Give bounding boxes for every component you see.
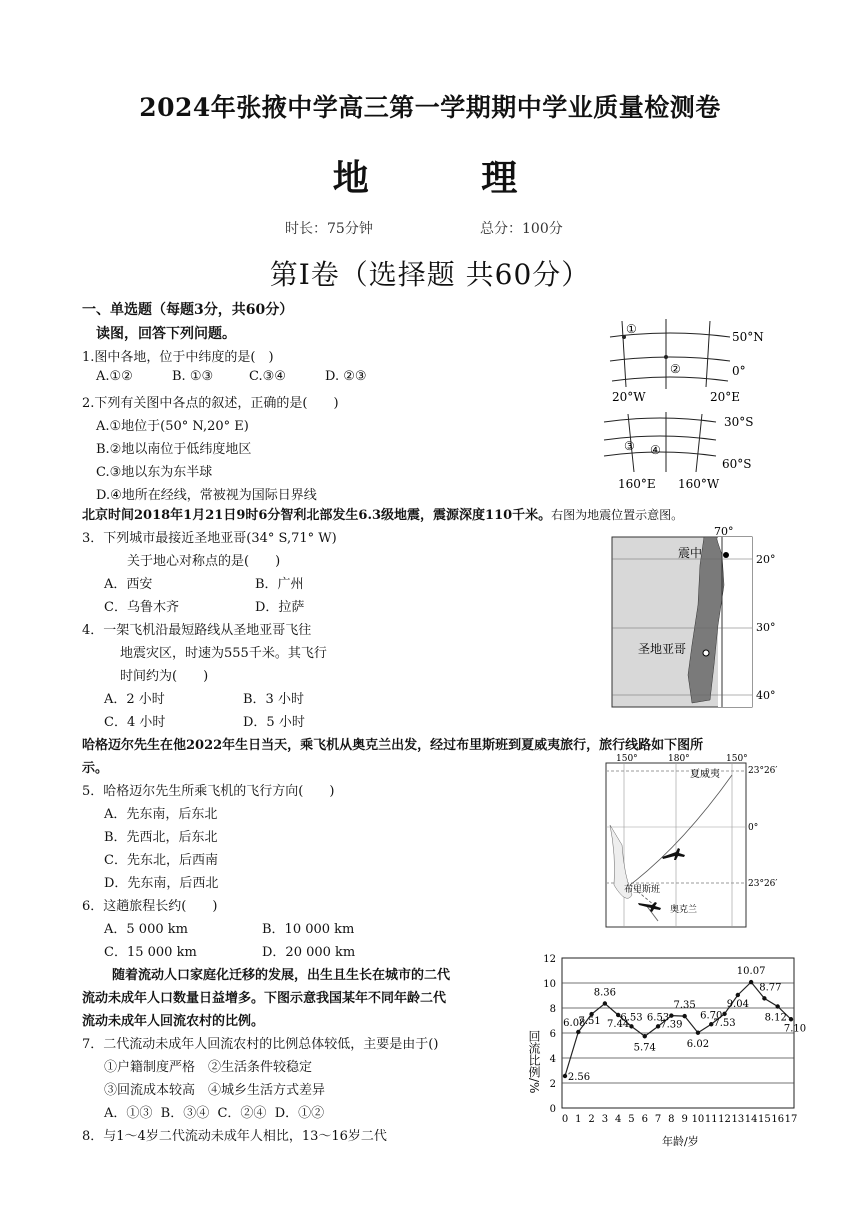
chart-data-label: 6.02	[686, 1038, 710, 1050]
question-3-line1: 3．下列城市最接近圣地亚哥(34° S,71° W)	[82, 531, 337, 546]
question-4-line3: 时间约为( )	[120, 669, 209, 684]
q7-option-b: B．③④	[160, 1106, 210, 1121]
chart-y-tick-label: 2	[549, 1079, 556, 1090]
duration-text: 时长：75分钟	[285, 221, 373, 237]
subject-title: 地 理	[332, 157, 568, 199]
chart-x-tick-label: 9	[681, 1114, 688, 1125]
chart-x-tick-label: 13	[731, 1114, 745, 1125]
q4-option-a: A．2 小时	[104, 692, 165, 707]
q3-option-d: D．拉萨	[255, 600, 305, 615]
chart-data-label: 7.51	[578, 1016, 601, 1028]
equator-label: 0°	[748, 823, 759, 833]
question-6: 6．这趟旅程长约( )	[82, 899, 218, 914]
q7-option-c: C．②④	[217, 1106, 267, 1121]
chart-x-tick-label: 3	[601, 1114, 609, 1125]
lat-30s-label: 30°S	[724, 415, 754, 429]
epicenter-label: 震中	[678, 546, 703, 560]
chart-y-tick-label: 8	[549, 1004, 556, 1015]
chart-data-point	[669, 1013, 673, 1017]
lon-20w-label: 20°W	[612, 390, 646, 404]
lon-150e-label: 150°	[616, 754, 638, 764]
question-4-line2: 地震灾区，时速为555千米。其飞行	[120, 646, 327, 661]
chart-x-tick-label: 6	[641, 1114, 648, 1125]
chart-data-label: 6.70	[700, 1010, 723, 1022]
chart-data-point	[629, 1024, 633, 1028]
question-2: 2.下列有关图中各点的叙述，正确的是( )	[82, 396, 339, 411]
migration-passage-line2: 流动未成年人口数量日益增多。下图示意我国某年不同年龄二代	[82, 991, 447, 1006]
lat-0-label: 0°	[732, 364, 746, 378]
q5-option-c: C．先东北，后西南	[104, 853, 218, 868]
score-text: 总分：100分	[480, 221, 563, 237]
q1-option-a: A.①②	[96, 369, 133, 384]
chart-data-label: 8.12	[764, 1012, 787, 1024]
intro-text: 读图，回答下列问题。	[96, 326, 236, 342]
point-1-label: ①	[626, 322, 637, 336]
flight-route-map	[602, 755, 782, 930]
q6-option-b: B．10 000 km	[262, 922, 355, 937]
chart-x-tick-label: 17	[784, 1114, 798, 1125]
q6-option-d: D．20 000 km	[262, 945, 356, 960]
chart-data-label: 2.56	[567, 1072, 591, 1083]
quake-passage-bold: 北京时间2018年1月21日9时6分智利北部发生6.3级地震，震源深度110千米。	[82, 508, 552, 523]
q7-statements-2: ③回流成本较高 ④城乡生活方式差异	[104, 1083, 326, 1098]
chart-data-point	[576, 1030, 580, 1034]
hawaii-label: 夏威夷	[690, 769, 720, 780]
chart-x-tick-label: 15	[758, 1114, 771, 1125]
chart-x-tick-label: 12	[718, 1114, 731, 1125]
q5-option-d: D．先东南，后西北	[104, 876, 219, 891]
q5-option-b: B．先西北，后东北	[104, 830, 218, 845]
q7-option-a: A．①③	[104, 1106, 153, 1121]
trip-passage-line1: 哈格迈尔先生在他2022年生日当天，乘飞机从奥克兰出发，经过布里斯班到夏威夷旅行，旅行线路如下图所	[82, 738, 704, 753]
quake-passage-note: 右图为地震位置示意图。	[551, 508, 684, 522]
point-3-label: ③	[624, 439, 635, 453]
chart-data-point	[682, 1014, 686, 1018]
question-3-line2: 关于地心对称点的是( )	[127, 554, 281, 569]
brisbane-label: 布里斯班	[624, 885, 661, 895]
q3-option-a: A．西安	[104, 577, 153, 592]
chart-data-label: 6.08	[563, 1018, 586, 1029]
lon-160e-label: 160°E	[618, 477, 656, 491]
q6-option-c: C．15 000 km	[104, 945, 197, 960]
chart-x-tick-label: 2	[588, 1114, 595, 1125]
quake-passage	[82, 504, 683, 523]
q3-option-c: C．乌鲁木齐	[104, 600, 179, 615]
chart-x-tick-label: 8	[668, 1114, 675, 1125]
chart-data-point	[563, 1074, 567, 1078]
q6-option-a: A．5 000 km	[104, 922, 188, 937]
q7-statements-1: ①户籍制度严格 ②生活条件较稳定	[104, 1060, 313, 1075]
q2-option-a: A.①地位于(50° N,20° E)	[96, 419, 249, 434]
chart-y-tick-label: 10	[543, 979, 556, 990]
return-rate-line-chart	[522, 950, 807, 1150]
lon-160w-label: 160°W	[678, 477, 720, 491]
question-7: 7．二代流动未成年人回流农村的比例总体较低，主要是由于()	[82, 1037, 439, 1052]
chart-x-tick-label: 10	[691, 1114, 705, 1125]
santiago-label: 圣地亚哥	[638, 642, 687, 656]
migration-passage-line3: 流动未成年人回流农村的比例。	[82, 1014, 265, 1029]
q7-options	[104, 1102, 324, 1121]
trip-passage-line2: 示。	[82, 761, 109, 776]
chart-y-axis-label: 回流比例/%	[527, 1030, 541, 1094]
lon-180-label: 180°	[668, 754, 690, 764]
question-1: 1.图中各地，位于中纬度的是( )	[82, 350, 274, 365]
chile-earthquake-map	[612, 525, 780, 710]
chart-data-point	[789, 1017, 793, 1021]
q1-option-c: C.③④	[249, 369, 286, 384]
chart-data-point	[736, 993, 740, 997]
lat-40-label: 40°	[756, 689, 776, 702]
chart-data-point	[603, 1001, 607, 1005]
question-8: 8．与1～4岁二代流动未成年人相比，13～16岁二代	[82, 1129, 387, 1144]
q2-option-d: D.④地所在经线，常被视为国际日界线	[96, 488, 317, 503]
migration-passage-line1: 随着流动人口家庭化迁移的发展，出生且生长在城市的二代	[112, 968, 451, 983]
q1-option-b: B. ①③	[172, 369, 214, 384]
chart-y-tick-label: 12	[543, 954, 556, 965]
q5-option-a: A．先东南，后东北	[104, 807, 218, 822]
chart-data-label: 8.77	[759, 982, 782, 994]
point-4-label: ④	[650, 443, 661, 457]
chart-x-axis-label: 年龄/岁	[662, 1135, 699, 1148]
chart-data-point	[762, 996, 766, 1000]
chart-x-tick-label: 5	[628, 1114, 635, 1125]
question-4-line1: 4．一架飞机沿最短路线从圣地亚哥飞往	[82, 623, 312, 638]
chart-data-point	[749, 980, 753, 984]
auckland-label: 奥克兰	[670, 905, 698, 915]
lat-30-label: 30°	[756, 621, 776, 634]
point-2-label: ②	[670, 362, 681, 376]
chart-data-label: 6.53	[646, 1012, 670, 1024]
lat-60s-label: 60°S	[722, 457, 752, 471]
volume-title: 第Ⅰ卷（选择题 共60分）	[269, 258, 591, 291]
latlon-grid-map-1	[600, 315, 770, 405]
chart-data-label: 10.07	[736, 966, 766, 978]
lon-20e-label: 20°E	[710, 390, 741, 404]
chart-data-label: 7.35	[673, 1000, 696, 1012]
question-5: 5．哈格迈尔先生所乘飞机的飞行方向( )	[82, 784, 335, 799]
chart-data-label: 7.10	[783, 1023, 807, 1035]
q3-option-b: B．广州	[255, 577, 304, 592]
lon-70-label: 70°	[714, 525, 734, 538]
chart-y-tick-label: 4	[549, 1054, 556, 1065]
q4-option-b: B．3 小时	[243, 692, 304, 707]
chart-y-tick-label: 6	[549, 1029, 556, 1040]
chart-data-label: 5.74	[633, 1042, 656, 1054]
latlon-grid-map-2	[598, 410, 773, 495]
chart-data-point	[722, 1012, 726, 1016]
chart-y-tick-label: 0	[549, 1104, 556, 1115]
exam-title: 2024年张掖中学高三第一学期期中学业质量检测卷	[139, 93, 721, 122]
chart-x-tick-label: 11	[704, 1114, 718, 1125]
section-heading: 一、单选题（每题3分，共60分）	[82, 302, 294, 318]
chart-data-label: 9.04	[726, 999, 749, 1010]
chart-x-tick-label: 7	[654, 1114, 662, 1125]
chart-x-tick-label: 14	[744, 1114, 758, 1125]
q1-option-d: D. ②③	[325, 369, 367, 384]
q2-option-b: B.②地以南位于低纬度地区	[96, 442, 252, 457]
chart-x-tick-label: 1	[575, 1114, 582, 1125]
chart-data-label: 6.53	[620, 1012, 643, 1024]
tropic-capricorn-label: 23°26′	[748, 879, 778, 889]
q4-option-c: C．4 小时	[104, 715, 166, 730]
chart-data-point	[696, 1031, 700, 1035]
chart-data-label: 7.39	[660, 1019, 683, 1031]
chart-data-point	[776, 1004, 780, 1008]
q7-option-d: D．①②	[274, 1106, 325, 1121]
chart-data-label: 7.44	[607, 1019, 630, 1030]
chart-data-label: 7.53	[713, 1017, 736, 1029]
chart-x-tick-label: 0	[561, 1114, 569, 1125]
chart-x-tick-label: 4	[614, 1114, 622, 1125]
lat-20-label: 20°	[756, 553, 776, 566]
tropic-cancer-label: 23°26′	[748, 766, 778, 776]
lat-50n-label: 50°N	[732, 330, 764, 344]
chart-data-point	[643, 1034, 647, 1038]
chart-x-tick-label: 16	[771, 1114, 785, 1125]
q2-option-c: C.③地以东为东半球	[96, 465, 213, 480]
q4-option-d: D．5 小时	[243, 715, 305, 730]
chart-data-label: 8.36	[593, 987, 617, 999]
lon-150w-label: 150°	[726, 754, 748, 764]
